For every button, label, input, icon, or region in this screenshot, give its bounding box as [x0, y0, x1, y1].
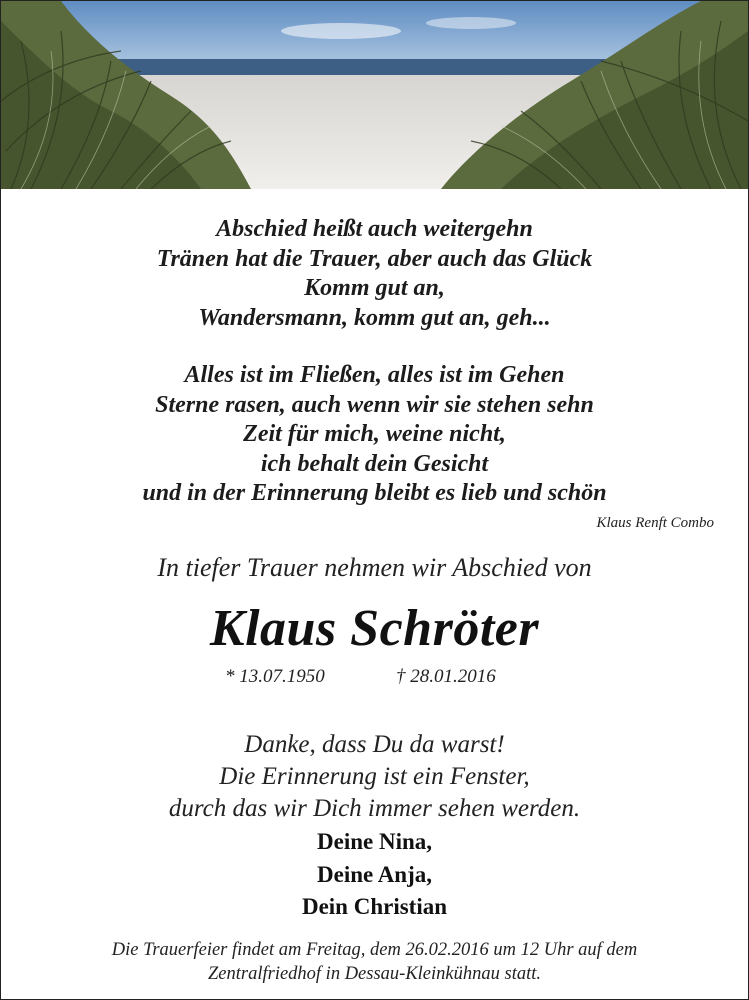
- poem-line: Sterne rasen, auch wenn wir sie stehen sehn: [155, 391, 594, 418]
- birth-date: * 13.07.1950: [225, 666, 325, 687]
- family-member: Deine Nina,: [317, 829, 432, 854]
- deceased-name: Klaus Schröter: [209, 600, 540, 657]
- death-date: † 28.01.2016: [396, 666, 496, 687]
- poem-stanza-2: [1, 361, 748, 509]
- poem-author: Klaus Renft Combo: [596, 515, 714, 531]
- poem-stanza-1: [1, 215, 748, 333]
- thanks-line: durch das wir Dich immer sehen werden.: [168, 795, 581, 822]
- thanks-line: Danke, dass Du da warst!: [244, 731, 505, 758]
- family-member: Dein Christian: [301, 894, 448, 919]
- family-signatures: [1, 826, 748, 924]
- poem-line: ich behalt dein Gesicht: [260, 450, 489, 477]
- funeral-line: Die Trauerfeier findet am Freitag, dem 26.02.2016 um 12 Uhr auf dem: [111, 940, 638, 960]
- beach-dune-photo-icon: [1, 1, 748, 189]
- funeral-info: [1, 939, 748, 986]
- family-member: Deine Anja,: [317, 861, 432, 887]
- thanks-line: Die Erinnerung ist ein Fenster,: [219, 763, 530, 790]
- funeral-line: Zentralfriedhof in Dessau-Kleinkühnau statt.: [208, 963, 541, 984]
- intro-text: In tiefer Trauer nehmen wir Abschied von: [157, 553, 592, 582]
- poem-line: Tränen hat die Trauer, aber auch das Glück: [156, 245, 593, 272]
- poem-line: Abschied heißt auch weitergehn: [216, 216, 533, 242]
- poem-line: Zeit für mich, weine nicht,: [243, 421, 506, 447]
- poem-line: Komm gut an,: [304, 275, 445, 301]
- poem-line: Alles ist im Fließen, alles ist im Gehen: [184, 362, 565, 388]
- thanks-text: [1, 729, 748, 825]
- poem-line: und in der Erinnerung bleibt es lieb und schön: [142, 480, 607, 506]
- poem-line: Wandersmann, komm gut an, geh...: [198, 304, 551, 331]
